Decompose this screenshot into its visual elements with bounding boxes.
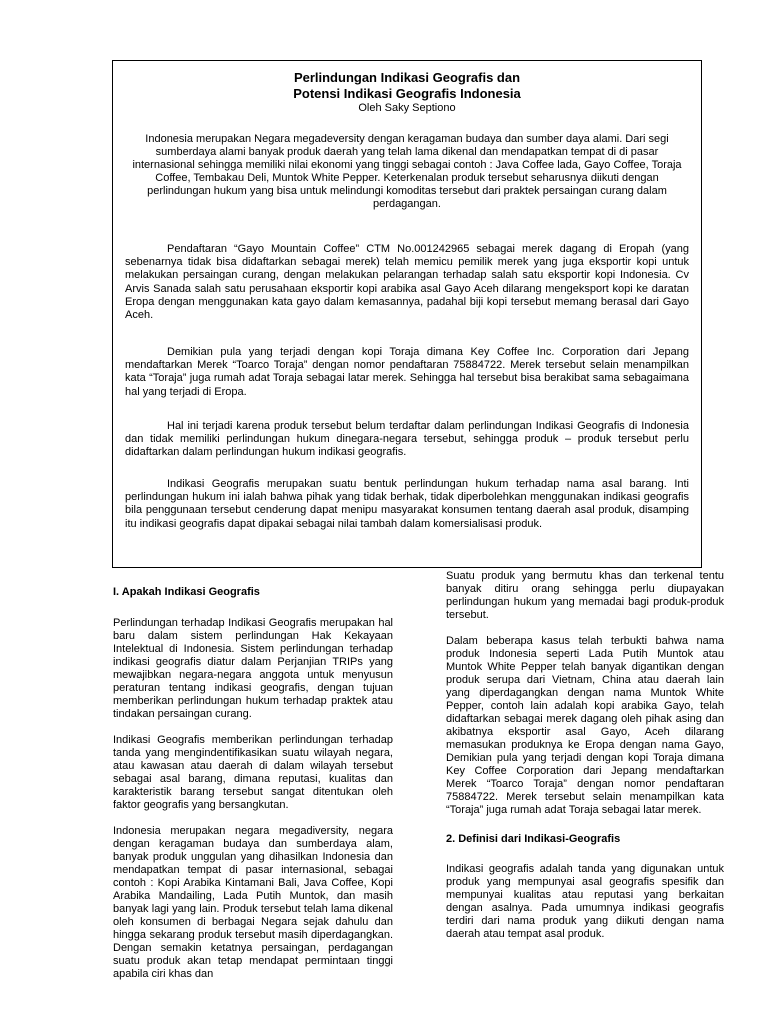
document-title-line1: Perlindungan Indikasi Geografis dan (293, 70, 521, 85)
left-paragraph-1: Perlindungan terhadap Indikasi Geografis merupakan hal baru dalam sistem perlindungan Hak Kekayaan Intelektual di Indonesia. Sistem perlindungan terhadap indikasi geografis diatur dalam Perjanjian TRIPs yang mewajibkan negara-negara anggota untuk menyusun peraturan tentang indikasi geografis, dengan tujuan memberikan perlindungan hukum terhadap praktek atau tindakan persaingan curang. (113, 617, 393, 720)
left-paragraph-3: Indonesia merupakan negara megadiversity, negara dengan keragaman budaya dan sumberdaya alam, banyak produk unggulan yang dihasilkan Indonesia dan mendapatkan tempat di pasar internasional, sebagai contoh : Kopi Arabika Kintamani Bali, Java Coffee, Kopi Arabika Mandailing, Lada Putih Muntok, dan masih banyak lagi yang lain. Produk tersebut telah lama dikenal oleh konsumen di berbagai Negara sejak dahulu dan hingga sekarang produk tersebut masih diperdagangkan. Dengan semakin ketatnya persaingan, perdagangan suatu produk akan tetap mendapat permintaan tinggi apabila ciri khas dan (113, 825, 393, 980)
right-paragraph-1: Suatu produk yang bermutu khas dan terkenal tentu banyak ditiru orang sehingga perlu diupayakan perlindungan hukum yang memadai bagi produk-produk tersebut. (446, 570, 724, 621)
section-heading-2: 2. Definisi dari Indikasi-Geografis (446, 833, 621, 845)
right-paragraph-2: Dalam beberapa kasus telah terbukti bahwa nama produk Indonesia seperti Lada Putih Muntok atau Muntok White Pepper telah banyak digantikan dengan produk serupa dari Vietnam, China atau daerah lain yang diperdagangkan dengan nama Muntok White Pepper, contoh lain adalah kopi arabika Gayo, telah didaftarkan sebagai merek dagang oleh pihak asing dan akibatnya eksportir asal Gayo, Aceh dilarang memasukan produknya ke Eropa dengan nama Gayo, Demikian pula yang terjadi dengan kopi Toraja dimana Key Coffee Corporation dari Jepang mendaftarkan Merek “Toarco Toraja” dengan nomor pendaftaran 75884722. Merek tersebut selain menampilkan kata “Toraja” juga rumah adat Toraja sebagai latar merek. (446, 635, 724, 816)
left-paragraph-2: Indikasi Geografis memberikan perlindungan terhadap tanda yang mengindentifikasikan suatu wilayah negara, atau kawasan atau daerah di dalam wilayah tersebut sebagai asal barang, dimana reputasi, kualitas dan karakteristik barang tersebut sangat ditentukan oleh faktor geografis yang bersangkutan. (113, 734, 393, 811)
left-column (113, 586, 393, 981)
document-title-line2: Potensi Indikasi Geografis Indonesia (293, 86, 521, 101)
box-paragraph-3: Hal ini terjadi karena produk tersebut belum terdaftar dalam perlindungan Indikasi Geografis di Indonesia dan tidak memiliki perlindungan hukum dinegara-negara tersebut, sehingga produk – produk tersebut perlu didaftarkan dalam perlindungan hukum indikasi geografis. (125, 420, 689, 459)
abstract-box (112, 60, 702, 568)
right-column (446, 570, 724, 941)
author-line: Oleh Saky Septiono (358, 102, 456, 114)
box-paragraph-1: Pendaftaran “Gayo Mountain Coffee” CTM No.001242965 sebagai merek dagang di Eropah (yang sebenarnya tidak bisa didaftarkan sebagai merek) telah memicu pemilik merek yang juga eksportir kopi untuk melakukan persaingan curang, dengan melakukan pelarangan terhadap salah satu eksportir kopi Indonesia. Cv Arvis Sanada salah satu perusahaan eksportir kopi arabika asal Gayo Aceh dilarang mengeksport kopi ke daratan Eropa dengan menggunakan kata gayo dalam kemasannya, padahal biji kopi tersebut memang berasal dari Gayo Aceh. (125, 243, 689, 322)
right-paragraph-3: Indikasi geografis adalah tanda yang digunakan untuk produk yang mempunyai asal geografis spesifik dan mempunyai kualitas atau reputasi yang berkaitan dengan asalnya. Pada umumnya indikasi geografis terdiri dari nama produk yang diikuti dengan nama daerah atau tempat asal produk. (446, 863, 724, 940)
box-paragraph-2: Demikian pula yang terjadi dengan kopi Toraja dimana Key Coffee Inc. Corporation dari Jepang mendaftarkan Merek “Toarco Toraja” dengan nomor pendaftaran 75884722. Merek tersebut selain menampilkan kata “Toraja” juga rumah adat Toraja sebagai latar merek. Sehingga hal tersebut bisa berakibat sama sebagaimana hal yang terjadi di Eropa. (125, 346, 689, 398)
box-paragraph-4: Indikasi Geografis merupakan suatu bentuk perlindungan hukum terhadap nama asal barang. Inti perlindungan hukum ini ialah bahwa pihak yang tidak berhak, tidak diperbolehkan menggunakan indikasi geografis bila penggunaan tersebut cenderung dapat menipu masyarakat konsumen tentang daerah asal produk, disamping itu indikasi geografis dapat dipakai sebagai nilai tambah dalam komersialisasi produk. (125, 478, 689, 530)
section-heading-1: I. Apakah Indikasi Geografis (113, 586, 260, 598)
intro-paragraph: Indonesia merupakan Negara megadeversity dengan keragaman budaya dan sumber daya alami. Dari segi sumberdaya alami banyak produk daerah yang telah lama dikenal dan mendapatkan tempat di di pasar internasional sehingga memiliki nilai ekonomi yang tinggi sebagai contoh : Java Coffee lada, Gayo Coffee, Toraja Coffee, Tembakau Deli, Muntok White Pepper. Keterkenalan produk tersebut seharusnya diikuti dengan perlindungan hukum yang bisa untuk melindungi komoditas tersebut dari praktek persaingan curang dalam perdagangan. (132, 133, 682, 210)
